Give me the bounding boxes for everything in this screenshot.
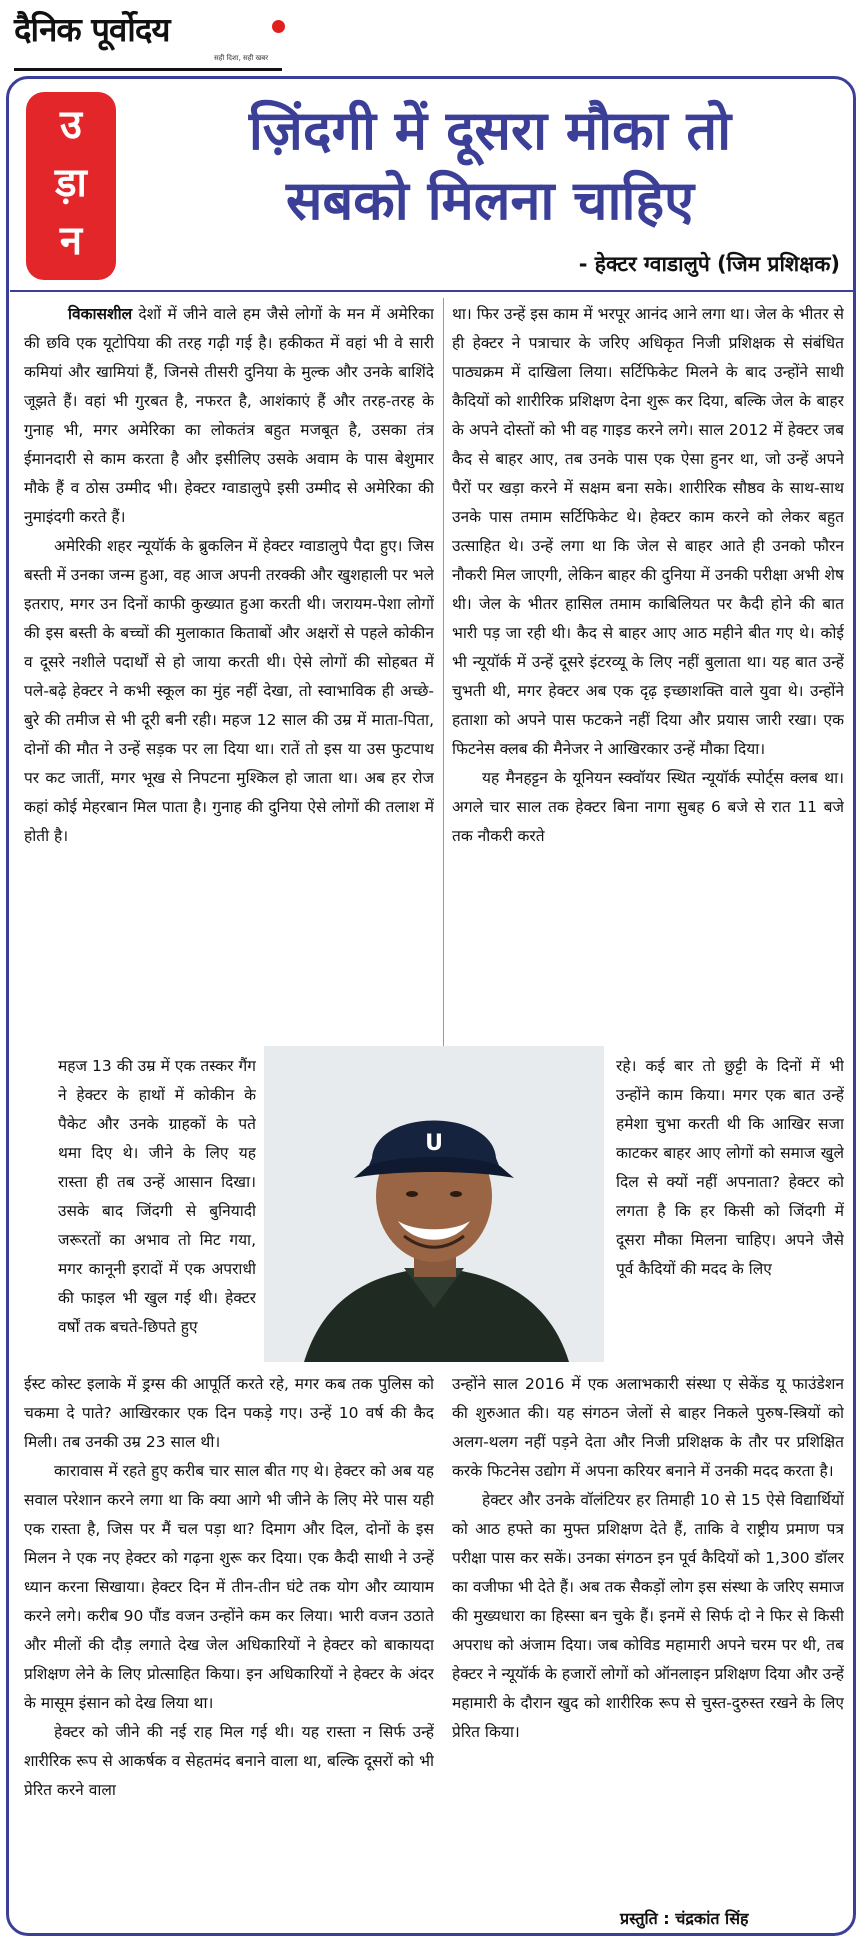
masthead-rule	[14, 68, 282, 71]
credit-label: प्रस्तुति :	[620, 1909, 670, 1928]
lead-word: विकासशील	[68, 305, 133, 323]
paragraph-1-text: देशों में जीने वाले हम जैसे लोगों के मन में अमेरिका की छवि एक यूटोपिया की तरह गढ़ी गई है। हकीकत में वहां भी वे सारी कमियां और खामियां हैं, जिनसे तीसरी दुनिया के मुल्क और उनके बाशिंदे जूझते हैं। वहां भी गुरबत है, नफरत है, आशंकाएं हैं और तरह-तरह के गुनाह भी, मगर अमेरिका का लोकतंत्र बहुत मजबूत है, उसका तंत्र ईमानदारी से काम करता है और इसीलिए उसके अवाम के पास बेशुमार मौके हैं व ठोस उम्मीद भी। हेक्टर ग्वाडालुपे इसी उम्मीद से अमेरिका की नुमाइंदगी करते हैं।	[24, 305, 434, 526]
svg-text:U: U	[425, 1131, 443, 1156]
portrait-illustration	[264, 1046, 604, 1362]
paragraph-4: कारावास में रहते हुए करीब चार साल बीत गए थे। हेक्टर को अब यह सवाल परेशान करने लगा था कि क्या आगे भी जीने के लिए मेरे पास यही एक रास्ता है, जिस पर मैं चल पड़ा था? दिमाग और दिल, दोनों के इस मिलन ने एक नए हेक्टर को गढ़ना शुरू कर दिया। एक कैदी साथी ने उन्हें ध्यान करना सिखाया। हेक्टर दिन में तीन-तीन घंटे तक योग और व्यायाम करने लगे। करीब 90 पौंड वजन उन्होंने कम कर लिया। भारी वजन उठाते और मीलों की दौड़ लगाते देख जेल अधिकारियों ने हेक्टर को बाकायदा प्रशिक्षण लेने के लिए प्रोत्साहित किया। इन अधिकारियों ने हेक्टर के अंदर के मासूम इंसान को देख लिया था।	[24, 1462, 434, 1712]
hector-photo	[264, 1046, 604, 1362]
paragraph-6: था। फिर उन्हें इस काम में भरपूर आनंद आने लगा था। जेल के भीतर से ही हेक्टर ने पत्राचार के जरिए अधिकृत निजी प्रशिक्षक से संबंधित पाठ्यक्रम में दाखिला लिया। सर्टिफिकेट मिलने के बाद उन्होंने साथी कैदियों को शारीरिक प्रशिक्षण देना शुरू कर दिया, बल्कि जेल के बाहर के अपने दोस्तों को भी वह गाइड करने लगे। साल 2012 में हेक्टर जब कैद से बाहर आए, तब उनके पास एक ऐसा हुनर था, जो उन्हें अपने पैरों पर खड़ा करने में सक्षम बना सके। शारीरिक सौष्ठव के साथ-साथ उनके पास तमाम सर्टिफिकेट थे। हेक्टर काम करने को लेकर बहुत उत्साहित थे। उन्हें लगा था कि जेल से बाहर आते ही उनको फौरन नौकरी मिल जाएगी, लेकिन बाहर की दुनिया में उनकी परीक्षा अभी शेष थी। जेल के भीतर हासिल तमाम काबिलियत पर कैदी होने की बात भारी पड़ जा रही थी। कैद से बाहर आए आठ महीने बीत गए थे। कोई भी न्यूयॉर्क में उन्हें दूसरे इंटरव्यू के लिए नहीं बुलाता था। यह बात उन्हें चुभती थी, मगर हेक्टर अब एक दृढ़ इच्छाशक्ति वाले युवा थे। उन्होंने हताशा को अपने पास फटकने नहीं दिया और प्रयास जारी रखा। एक फिटनेस क्लब की मैनेजर ने आखिरकार उन्हें मौका दिया।	[452, 305, 844, 758]
credit	[620, 1907, 749, 1929]
paragraph-1	[24, 300, 434, 532]
paragraph-8: हेक्टर और उनके वॉलंटियर हर तिमाही 10 से 15 ऐसे विद्यार्थियों को आठ हफ्ते का मुफ्त प्रशिक्षण देते हैं, ताकि वे राष्ट्रीय प्रमाण पत्र परीक्षा पास कर सकें। उनका संगठन इन पूर्व कैदियों को 1,300 डॉलर का वजीफा भी देते हैं। अब तक सैकड़ों लोग इस संस्था के जरिए समाज की मुख्यधारा का हिस्सा बन चुके हैं। इनमें से सिर्फ दो ने फिर से किसी अपराध को अंजाम दिया। जब कोविड महामारी अपने चरम पर थी, तब हेक्टर ने न्यूयॉर्क के हजारों लोगों को ऑनलाइन प्रशिक्षण दिया और उन्हें महामारी के दौरान खुद को शारीरिक रूप से चुस्त-दुरुस्त रखने के लिए प्रेरित किया।	[452, 1491, 844, 1741]
headline	[140, 96, 840, 236]
column-left-bottom	[24, 1370, 434, 1900]
byline: - हेक्टर ग्वाडालुपे (जिम प्रशिक्षक)	[578, 252, 840, 276]
section-letter: ड़ा	[55, 160, 87, 206]
paragraph-3-end: ईस्ट कोस्ट इलाके में ड्रग्स की आपूर्ति करते रहे, मगर कब तक पुलिस को चकमा दे पाते? आखिरकार एक दिन पकड़े गए। उन्हें 10 वर्ष की कैद मिली। तब उनकी उम्र 23 साल थी।	[24, 1375, 434, 1451]
headline-line-1: ज़िंदगी में दूसरा मौका तो	[248, 99, 732, 162]
newspaper-name: दैनिक पूर्वोदय	[14, 10, 170, 49]
column-separator	[443, 298, 444, 1055]
column-left-top	[24, 300, 434, 1052]
paragraph-7-wrap: रहे। कई बार तो छुट्टी के दिनों में भी उन्होंने काम किया। मगर एक बात उन्हें हमेशा चुभा करती थी कि आखिर सजा काटकर बाहर आए लोगों को समाज खुले दिल से क्यों नहीं अपनाता? हेक्टर को लगता है कि हर किसी को जिंदगी में दूसरा मौका मिलना चाहिए। अपने जैसे पूर्व कैदियों की मदद के लिए	[616, 1057, 844, 1278]
section-badge	[26, 92, 116, 280]
column-right-top	[452, 300, 844, 1052]
paragraph-5: हेक्टर को जीने की नई राह मिल गई थी। यह रास्ता न सिर्फ उन्हें शारीरिक रूप से आकर्षक व सेहतमंद बनाने वाला था, बल्कि दूसरों को भी प्रेरित करने वाला	[24, 1723, 434, 1799]
newspaper-tagline: सही दिशा, सही खबर	[214, 54, 269, 62]
paragraph-7-end: उन्होंने साल 2016 में एक अलाभकारी संस्था ए सेकेंड यू फाउंडेशन की शुरुआत की। यह संगठन जेलों से बाहर निकले पुरुष-स्त्रियों को अलग-थलग नहीं पड़ने देता और निजी प्रशिक्षक के तौर पर प्रशिक्षित करके फिटनेस उद्योग में अपना करियर बनाने में उनकी मदद करता है।	[452, 1375, 844, 1480]
section-letter: उ	[60, 102, 82, 148]
column-right-wrap	[616, 1052, 844, 1370]
credit-name: चंद्रकांत सिंह	[675, 1909, 749, 1928]
paragraph-7-start: यह मैनहट्टन के यूनियन स्क्वॉयर स्थित न्यूयॉर्क स्पोर्ट्स क्लब था। अगले चार साल तक हेक्टर बिना नागा सुबह 6 बजे से रात 11 बजे तक नौकरी करते	[452, 769, 844, 845]
logo-dot	[272, 20, 285, 33]
paragraph-3-start: महज 13 की उम्र में एक तस्कर गैंग ने हेक्टर के हाथों में कोकीन के पैकेट और उनके ग्राहकों के पते थमा दिए थे। जीने के लिए यह रास्ता ही तब उन्हें आसान दिखा। उसके बाद जिंदगी से बुनियादी जरूरतों का अभाव तो मिट गया, मगर कानूनी इरादों में एक अपराधी की फाइल भी खुल गई थी। हेक्टर वर्षों तक बचते-छिपते हुए	[58, 1057, 256, 1336]
headline-line-2: सबको मिलना चाहिए	[285, 169, 695, 232]
header-divider	[10, 290, 855, 292]
masthead	[14, 10, 284, 72]
section-letter: न	[59, 218, 83, 264]
column-right-bottom	[452, 1370, 844, 1900]
paragraph-2: अमेरिकी शहर न्यूयॉर्क के ब्रुकलिन में हेक्टर ग्वाडालुपे पैदा हुए। जिस बस्ती में उनका जन्म हुआ, वह आज अपनी तरक्की और खुशहाली पर भले इतराए, मगर उन दिनों काफी कुख्यात हुआ करती थी। जरायम-पेशा लोगों की इस बस्ती के बच्चों की मुलाकात किताबों और अक्षरों से पहले कोकीन व दूसरे नशीले पदार्थों से हो जाया करती थी। ऐसे लोगों की सोहबत में पले-बढ़े हेक्टर ने कभी स्कूल का मुंह नहीं देखा, तो स्वाभाविक ही अच्छे-बुरे की तमीज से भी दूरी बनी रही। महज 12 साल की उम्र में माता-पिता, दोनों की मौत ने उन्हें सड़क पर ला दिया था। रातें तो इस या उस फुटपाथ पर कट जातीं, मगर भूख से निपटना मुश्किल हो जाता था। अब हर रोज कहां कोई मेहरबान मिल पाता है। गुनाह की दुनिया ऐसे लोगों की तलाश में होती है।	[24, 537, 434, 845]
column-left-wrap	[58, 1052, 256, 1370]
